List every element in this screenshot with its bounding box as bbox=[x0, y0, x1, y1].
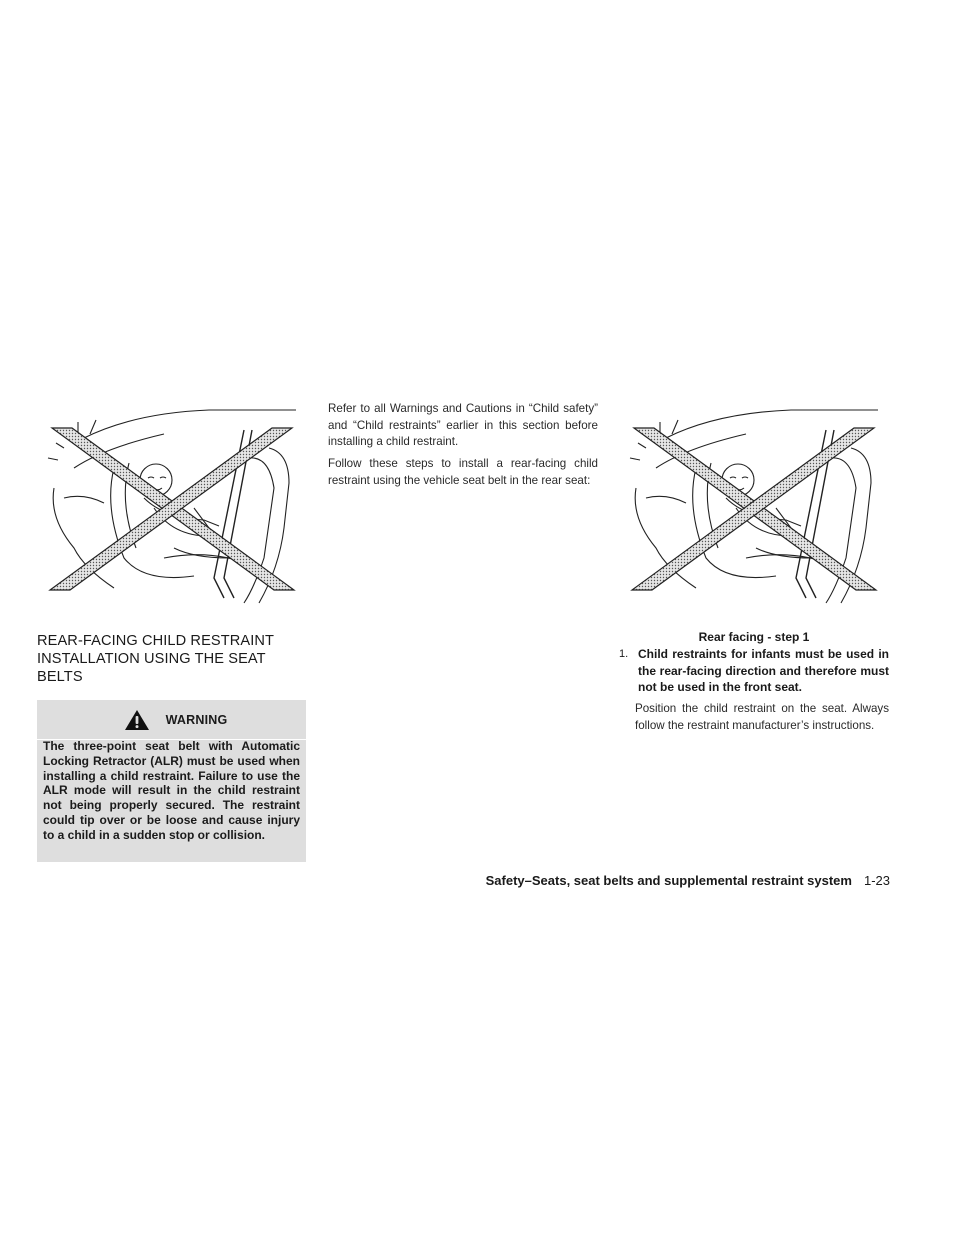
page-number: 1-23 bbox=[863, 873, 890, 888]
warning-text: The three-point seat belt with Automatic Locking Retractor (ALR) must be used when installing a child restraint. Failure to use the ALR mode will result in the child restraint not being properly secured. The restraint could tip over or be loose and cause injury to a child in a sudden stop or collision. bbox=[43, 739, 300, 842]
steps-intro-paragraph: Follow these steps to install a rear-facing child restraint using the vehicle seat belt in the rear seat: bbox=[328, 457, 598, 487]
warning-title: WARNING bbox=[165, 712, 228, 727]
step-1-paragraph: Position the child restraint on the seat. Always follow the restraint manufacturer’s instructions. bbox=[635, 702, 889, 732]
section-heading: REAR-FACING CHILD RESTRAINT INSTALLATION USING THE SEAT BELTS bbox=[37, 633, 274, 685]
warning-box bbox=[37, 700, 306, 862]
step-text: Child restraints for infants must be used in the rear-facing direction and therefore must not be used in the front seat. bbox=[638, 647, 889, 695]
warning-exclamation-icon bbox=[124, 709, 150, 731]
step-number: 1. bbox=[619, 648, 629, 660]
illustration-rear-facing-front-seat-prohibited bbox=[44, 408, 300, 608]
intro-paragraph: Refer to all Warnings and Cautions in “Child safety” and “Child restraints” earlier in this section before installing a child restraint. bbox=[328, 402, 598, 449]
warning-header bbox=[37, 700, 306, 740]
illustration-rear-facing-step-1 bbox=[626, 408, 882, 608]
page-footer bbox=[420, 872, 890, 890]
figure-caption: Rear facing - step 1 bbox=[698, 630, 810, 644]
footer-title: Safety–Seats, seat belts and supplemental restraint system bbox=[485, 873, 852, 888]
